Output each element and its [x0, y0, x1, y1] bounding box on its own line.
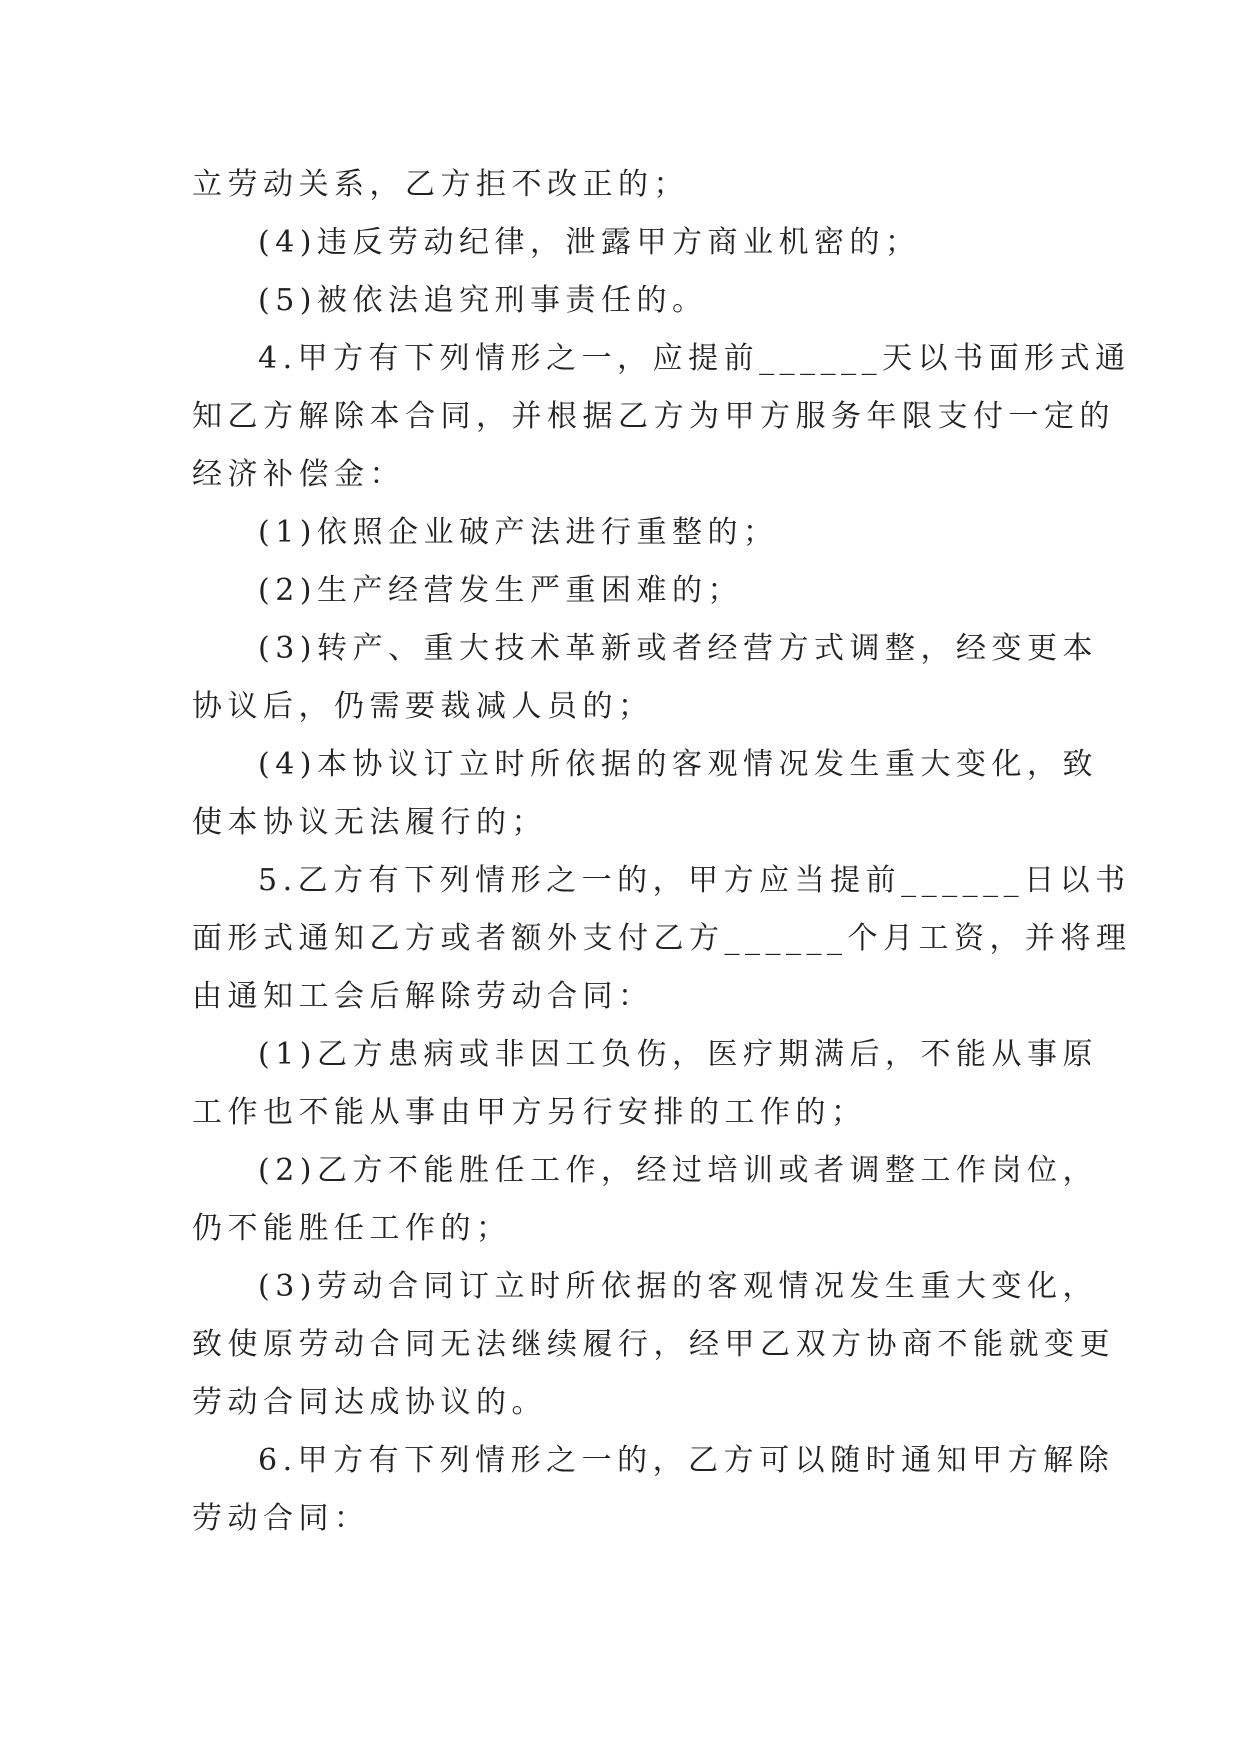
text-line: 劳动合同： — [192, 1501, 370, 1536]
text-line: 劳动合同达成协议的。 — [192, 1385, 547, 1420]
text-line: (1)乙方患病或非因工负伤，医疗期满后，不能从事原 — [258, 1037, 1098, 1072]
document-body — [192, 156, 1132, 1548]
text-line: (3)劳动合同订立时所依据的客观情况发生重大变化， — [258, 1269, 1098, 1304]
text-line: (4)本协议订立时所依据的客观情况发生重大变化，致 — [258, 747, 1098, 782]
text-line: 立劳动关系，乙方拒不改正的； — [192, 167, 689, 202]
text-line: 4.甲方有下列情形之一，应提前______天以书面形式通 — [258, 341, 1131, 376]
text-line: 仍不能胜任工作的； — [192, 1211, 512, 1246]
text-line: (2)乙方不能胜任工作，经过培训或者调整工作岗位， — [258, 1153, 1098, 1188]
text-line: (1)依照企业破产法进行重整的； — [258, 515, 779, 550]
text-line: 致使原劳动合同无法继续履行，经甲乙双方协商不能就变更 — [192, 1327, 1115, 1362]
text-line: (3)转产、重大技术革新或者经营方式调整，经变更本 — [258, 631, 1098, 666]
text-line: 协议后，仍需要裁减人员的； — [192, 689, 654, 724]
text-line: 由通知工会后解除劳动合同： — [192, 979, 654, 1014]
text-line: 知乙方解除本合同，并根据乙方为甲方服务年限支付一定的 — [192, 399, 1115, 434]
text-line: (2)生产经营发生严重困难的； — [258, 573, 743, 608]
text-line: 5.乙方有下列情形之一的，甲方应当提前______日以书 — [258, 863, 1131, 898]
text-line: 6.甲方有下列情形之一的，乙方可以随时通知甲方解除 — [258, 1443, 1115, 1478]
text-line: 经济补偿金： — [192, 457, 405, 492]
text-line: 工作也不能从事由甲方另行安排的工作的； — [192, 1095, 867, 1130]
text-line: (4)违反劳动纪律，泄露甲方商业机密的； — [258, 225, 921, 260]
text-line: (5)被依法追究刑事责任的。 — [258, 283, 708, 318]
text-line: 使本协议无法履行的； — [192, 805, 547, 840]
text-line: 面形式通知乙方或者额外支付乙方______个月工资，并将理 — [192, 921, 1132, 956]
